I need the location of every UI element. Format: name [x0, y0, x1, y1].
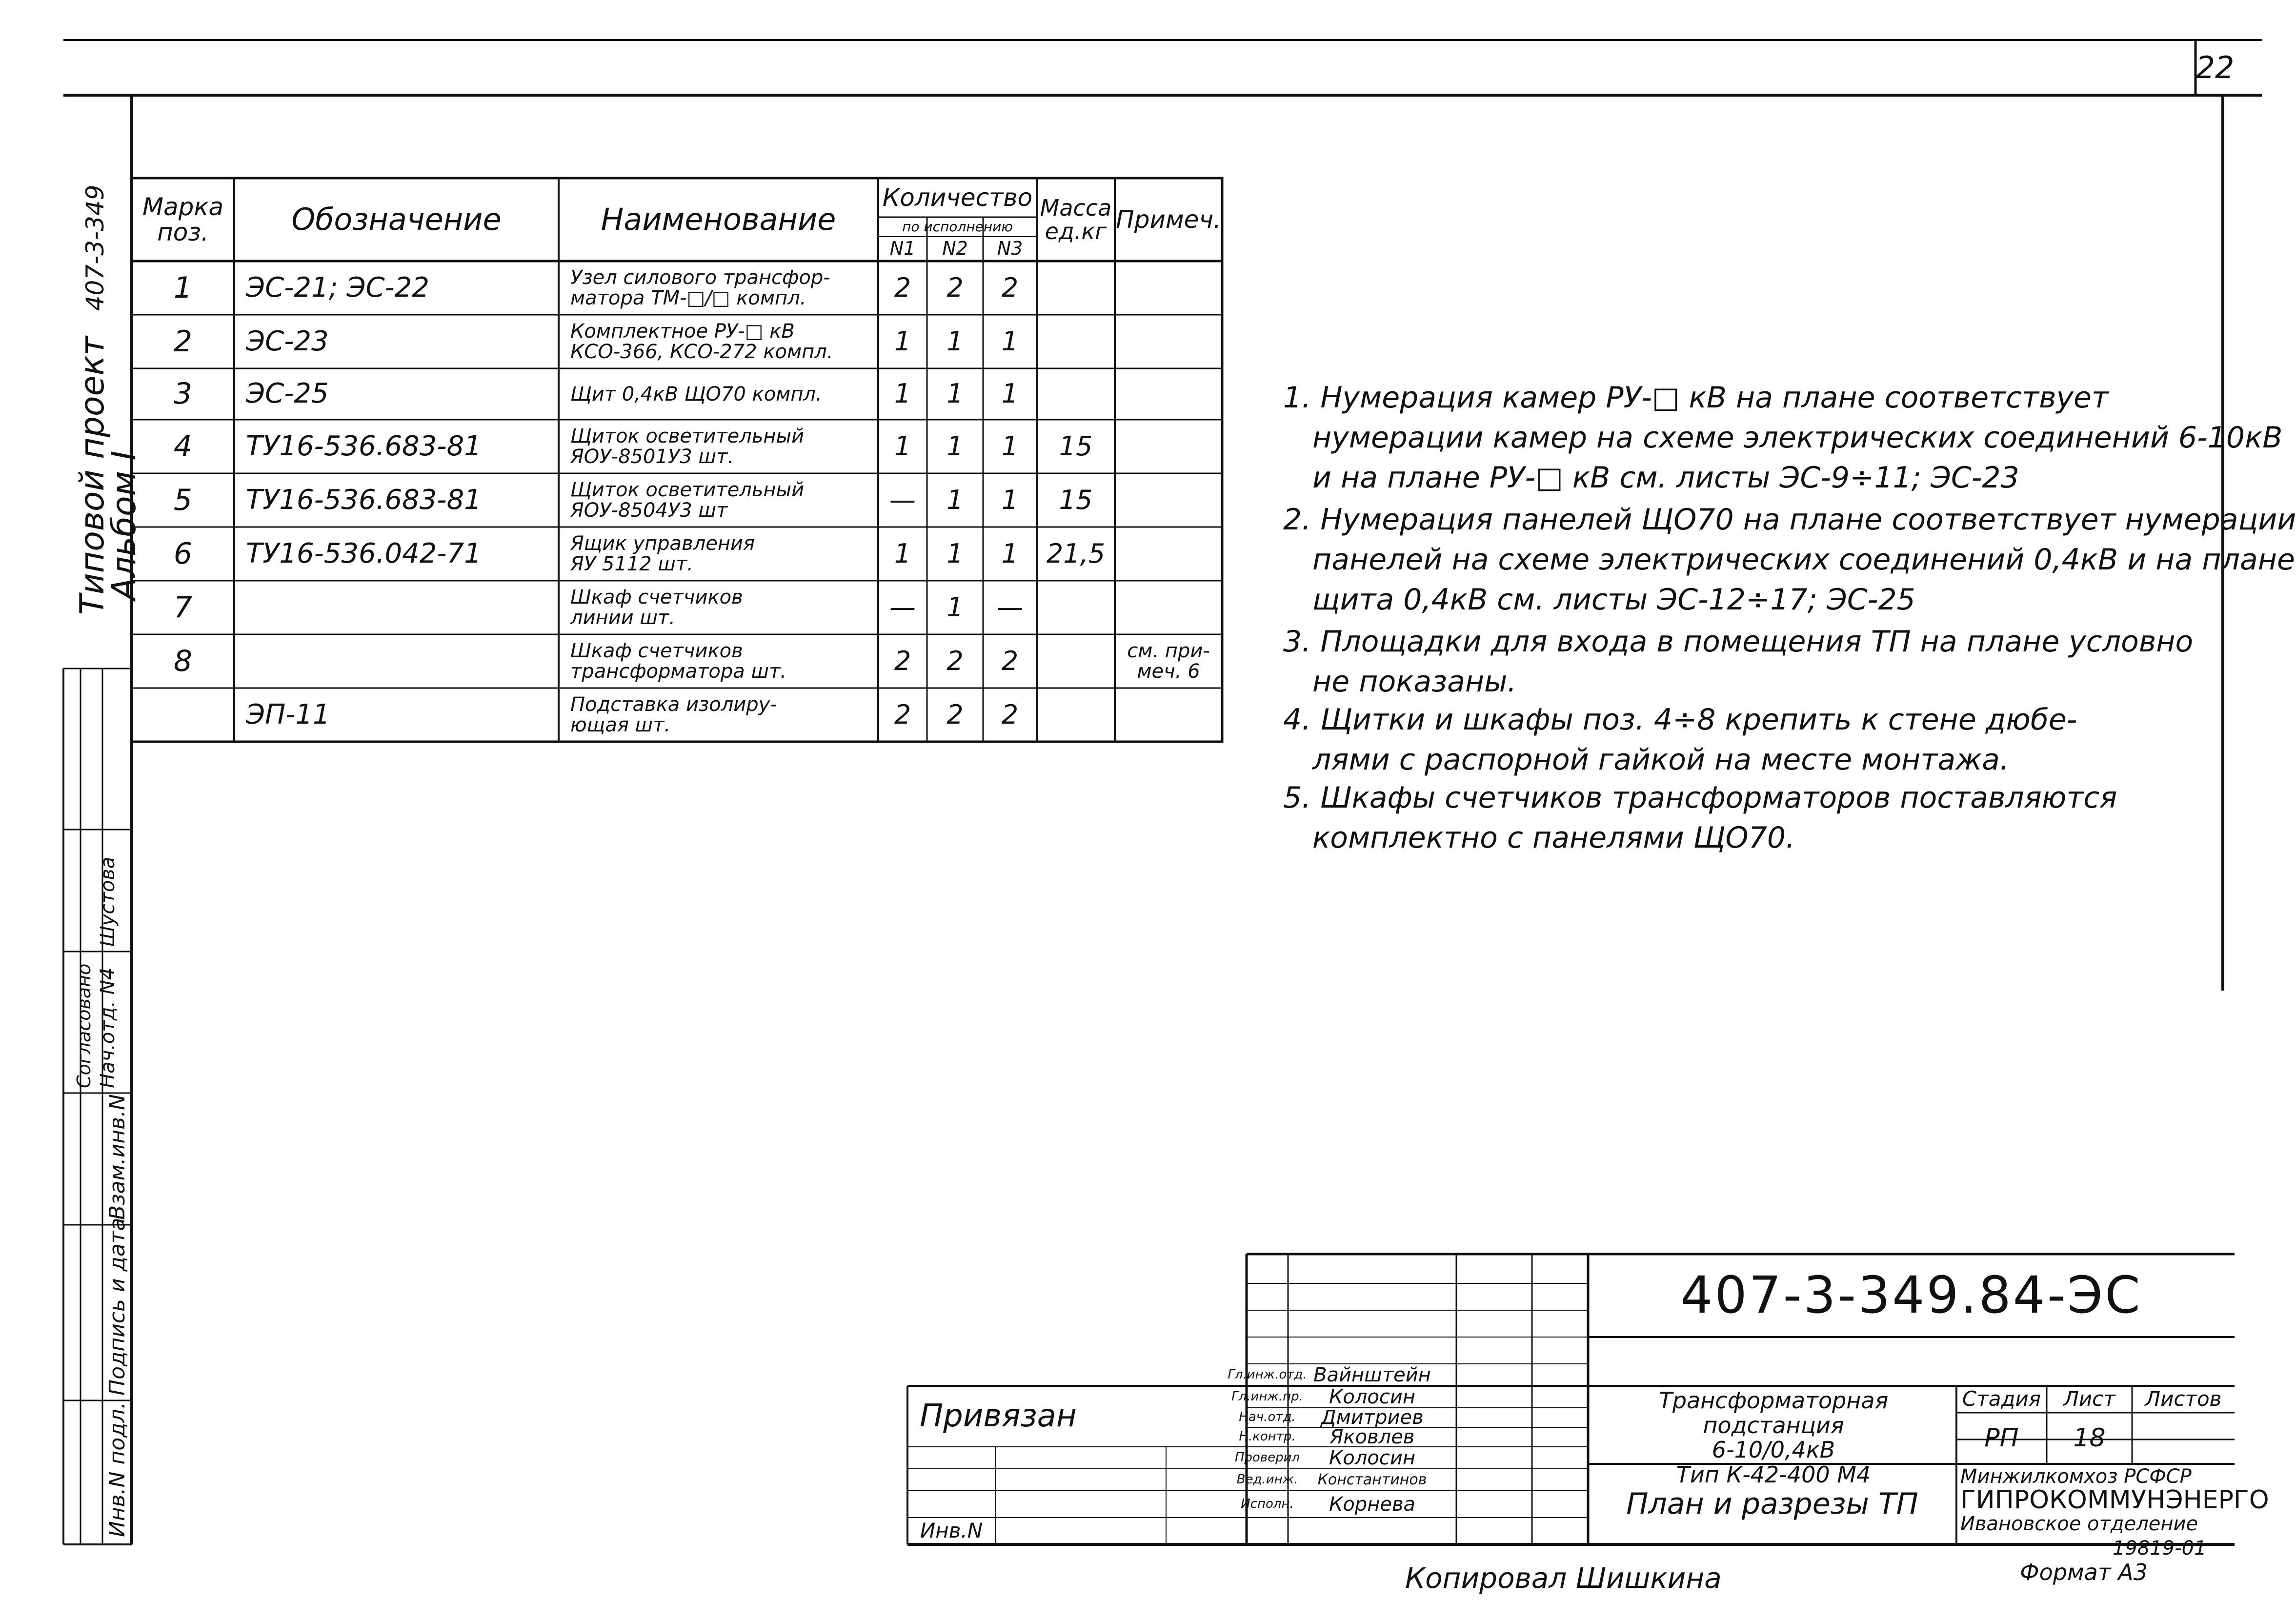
row-name-line2: ЯОУ-8501У3 шт.	[570, 446, 734, 468]
row-name-line1: Ящик управления	[570, 532, 755, 555]
row-note: см. при-меч. 6	[1127, 640, 1210, 683]
org-line3: Ивановское отделение	[1960, 1512, 2198, 1535]
row-mass: 15	[1059, 430, 1093, 462]
row-qty-n2: 1	[947, 591, 964, 623]
col-header-qty: Количество	[882, 183, 1033, 212]
row-designation: ТУ16-536.042-71	[246, 537, 482, 569]
side-cell-approved: Согласовано	[73, 963, 95, 1088]
row-note	[1115, 473, 1222, 527]
row-name	[559, 261, 878, 315]
row-name-line1: Щит 0,4кВ ЩО70 компл.	[570, 383, 822, 406]
signature-name: Корнева	[1329, 1493, 1416, 1516]
signature-name: Яковлев	[1329, 1426, 1415, 1448]
side-cell-inv: Инв.N подл.	[105, 1402, 130, 1537]
signature-role: Нач.отд.	[1239, 1410, 1296, 1425]
row-qty-n3: 2	[1001, 645, 1019, 676]
stage-value: РП	[1984, 1423, 2019, 1453]
row-qty-n1: 2	[894, 699, 911, 730]
object-line1: Трансформаторная подстанция	[1658, 1387, 1889, 1439]
sheet-value: 18	[2073, 1423, 2106, 1453]
document-code: 407-3-349.84-ЭС	[1680, 1265, 2142, 1325]
org-line2: ГИПРОКОММУНЭНЕРГО	[1960, 1485, 2269, 1515]
row-designation: ЭС-25	[246, 378, 329, 410]
row-name-line1: Щиток осветительный	[570, 479, 805, 501]
row-qty-n1: —	[889, 591, 916, 623]
row-qty-n3: —	[997, 591, 1023, 623]
side-title-code: 407-3-349	[81, 184, 109, 311]
signature-role: Н.контр.	[1239, 1429, 1296, 1444]
row-note	[1115, 527, 1222, 581]
col-header-qty-n1: N1	[889, 238, 916, 260]
row-mass	[1037, 634, 1115, 688]
row-name-line2: ЯОУ-8504У3 шт	[570, 499, 728, 522]
inv-label: Инв.N	[920, 1519, 983, 1543]
row-qty-n1: 1	[894, 538, 911, 569]
row-pos: 4	[173, 429, 193, 464]
row-qty-n1: 1	[894, 430, 911, 462]
row-qty-n2: 1	[947, 538, 964, 569]
row-qty-n3: 1	[1001, 430, 1019, 462]
col-header-designation: Обозначение	[291, 202, 502, 238]
signature-name: Колосин	[1329, 1446, 1416, 1469]
note-line: 5. Шкафы счетчиков трансформаторов поставляются	[1283, 781, 2117, 815]
note-line: комплектно с панелями ЩО70.	[1312, 821, 1795, 855]
signature-role: Вед.инж.	[1236, 1472, 1298, 1487]
row-name-line1: Комплектное РУ-□ кВ	[570, 320, 795, 343]
row-mass	[1037, 261, 1115, 315]
row-note	[1115, 315, 1222, 368]
row-qty-n3: 1	[1001, 538, 1019, 569]
row-qty-n1: —	[889, 484, 916, 515]
row-name-line2: матора ТМ-□/□ компл.	[570, 287, 806, 309]
row-mass: 21,5	[1046, 538, 1106, 569]
col-header-name: Наименование	[601, 202, 836, 238]
row-note	[1115, 261, 1222, 315]
row-name-line2: КСО-366, КСО-272 компл.	[570, 341, 833, 363]
row-pos: 6	[173, 536, 193, 571]
row-note	[1115, 420, 1222, 473]
copied-by: Копировал Шишкина	[1405, 1561, 1722, 1595]
side-title-text: Типовой проект	[73, 336, 112, 615]
signature-name: Вайнштейн	[1313, 1363, 1431, 1386]
sheet-title: План и разрезы ТП	[1626, 1487, 1918, 1521]
row-qty-n3: 1	[1001, 325, 1019, 357]
row-name	[559, 420, 878, 473]
row-qty-n3: 2	[1001, 699, 1019, 730]
row-pos: 7	[173, 590, 193, 625]
org-line1: Минжилкомхоз РСФСР	[1960, 1465, 2192, 1488]
side-cell-dept: Нач.отд. N4	[97, 967, 119, 1088]
row-pos: 8	[173, 644, 193, 678]
format-label: Формат А3	[2020, 1559, 2148, 1585]
row-qty-n1: 2	[894, 272, 911, 303]
row-note	[1115, 688, 1222, 742]
note-line: 1. Нумерация камер РУ-□ кВ на плане соответствует	[1283, 381, 2109, 415]
object-line2: 6-10/0,4кВ	[1712, 1437, 1835, 1463]
row-qty-n1: 1	[894, 325, 911, 357]
note-line: не показаны.	[1312, 665, 1517, 699]
row-mass	[1037, 581, 1115, 634]
row-name-line2: ющая шт.	[570, 714, 671, 736]
object-name	[1593, 1387, 1954, 1488]
row-name	[559, 634, 878, 688]
sheet-label: Лист	[2063, 1387, 2115, 1411]
row-mass: 15	[1059, 484, 1093, 515]
row-qty-n1: 2	[894, 645, 911, 676]
row-pos: 5	[173, 483, 193, 517]
signature-name: Колосин	[1329, 1385, 1416, 1408]
row-designation: ЭС-23	[246, 325, 329, 357]
note-line: панелей на схеме электрических соединений 0,4кВ и на плане	[1312, 543, 2295, 577]
row-designation: ЭП-11	[246, 698, 330, 730]
row-qty-n2: 1	[947, 430, 964, 462]
signature-role: Гл.инж.отд.	[1228, 1367, 1307, 1382]
note-line: щита 0,4кВ см. листы ЭС-12÷17; ЭС-25	[1312, 583, 1915, 617]
row-name	[559, 527, 878, 581]
row-qty-n2: 2	[947, 272, 964, 303]
signature-role: Исполн.	[1241, 1496, 1294, 1511]
tied-label: Привязан	[920, 1398, 1077, 1434]
row-qty-n2: 2	[947, 645, 964, 676]
sheet-number: 22	[2195, 49, 2235, 85]
note-line: и на плане РУ-□ кВ см. листы ЭС-9÷11; ЭС-23	[1312, 461, 2019, 495]
row-name-line2: ЯУ 5112 шт.	[570, 553, 694, 575]
row-mass	[1037, 315, 1115, 368]
row-pos	[132, 688, 234, 742]
row-designation: ТУ16-536.683-81	[246, 430, 482, 462]
sheets-label: Листов	[2145, 1387, 2222, 1411]
col-header-note: Примеч.	[1116, 205, 1221, 234]
side-cell-name: Шустова	[97, 856, 119, 947]
row-qty-n2: 1	[947, 378, 964, 409]
col-header-qty-sub: по исполнению	[902, 219, 1013, 235]
note-line: нумерации камер на схеме электрических соединений 6-10кВ	[1312, 421, 2283, 455]
row-note	[1115, 581, 1222, 634]
side-title-line2: Альбом I	[105, 450, 143, 600]
signature-role: Проверил	[1234, 1450, 1300, 1465]
row-pos: 2	[173, 324, 193, 359]
row-mass	[1037, 368, 1115, 420]
col-header-mass: Масса ед.кг	[1040, 194, 1112, 244]
row-qty-n2: 1	[947, 484, 964, 515]
stage-label: Стадия	[1962, 1387, 2041, 1411]
row-designation	[234, 581, 559, 634]
order-number: 19819-01	[2113, 1537, 2207, 1560]
row-name-line2: линии шт.	[570, 607, 676, 629]
row-qty-n2: 2	[947, 699, 964, 730]
row-designation: ТУ16-536.683-81	[246, 484, 482, 516]
col-header-qty-n3: N3	[997, 238, 1023, 260]
row-name-line1: Шкаф счетчиков	[570, 586, 743, 608]
row-name	[559, 473, 878, 527]
note-line: 3. Площадки для входа в помещения ТП на плане условно	[1283, 625, 2194, 659]
note-line: 2. Нумерация панелей ЩО70 на плане соответствует нумерации	[1283, 503, 2296, 537]
row-qty-n2: 1	[947, 325, 964, 357]
row-pos: 1	[173, 270, 193, 305]
signature-name: Дмитриев	[1321, 1406, 1424, 1429]
object-line3: Тип К-42-400 М4	[1676, 1461, 1871, 1488]
col-header-pos: Марка поз.	[142, 192, 224, 246]
row-name-line1: Подставка изолиру-	[570, 693, 777, 716]
note-line: лями с распорной гайкой на месте монтажа.	[1312, 743, 2009, 777]
signature-role: Гл.инж.пр.	[1231, 1389, 1303, 1404]
row-name-line2: трансформатора шт.	[570, 660, 787, 683]
row-qty-n3: 1	[1001, 484, 1019, 515]
row-designation	[234, 634, 559, 688]
row-qty-n1: 1	[894, 378, 911, 409]
row-mass	[1037, 688, 1115, 742]
row-designation: ЭС-21; ЭС-22	[246, 271, 430, 304]
col-header-qty-n2: N2	[942, 238, 968, 260]
note-line: 4. Щитки и шкафы поз. 4÷8 крепить к стене дюбе-	[1283, 703, 2077, 737]
signature-name: Константинов	[1317, 1471, 1427, 1488]
row-note	[1115, 368, 1222, 420]
row-pos: 3	[173, 377, 193, 411]
row-qty-n3: 1	[1001, 378, 1019, 409]
side-cell-replace: Взам.инв.N	[105, 1094, 130, 1220]
row-name-line1: Узел силового трансфор-	[570, 266, 830, 289]
row-name	[559, 581, 878, 634]
row-name-line1: Щиток осветительный	[570, 425, 805, 447]
organization	[1960, 1465, 2269, 1543]
row-name	[559, 688, 878, 742]
row-name	[559, 368, 878, 420]
side-cell-sign: Подпись и дата	[105, 1217, 130, 1396]
row-name	[559, 315, 878, 368]
row-qty-n3: 2	[1001, 272, 1019, 303]
row-name-line1: Шкаф счетчиков	[570, 640, 743, 662]
